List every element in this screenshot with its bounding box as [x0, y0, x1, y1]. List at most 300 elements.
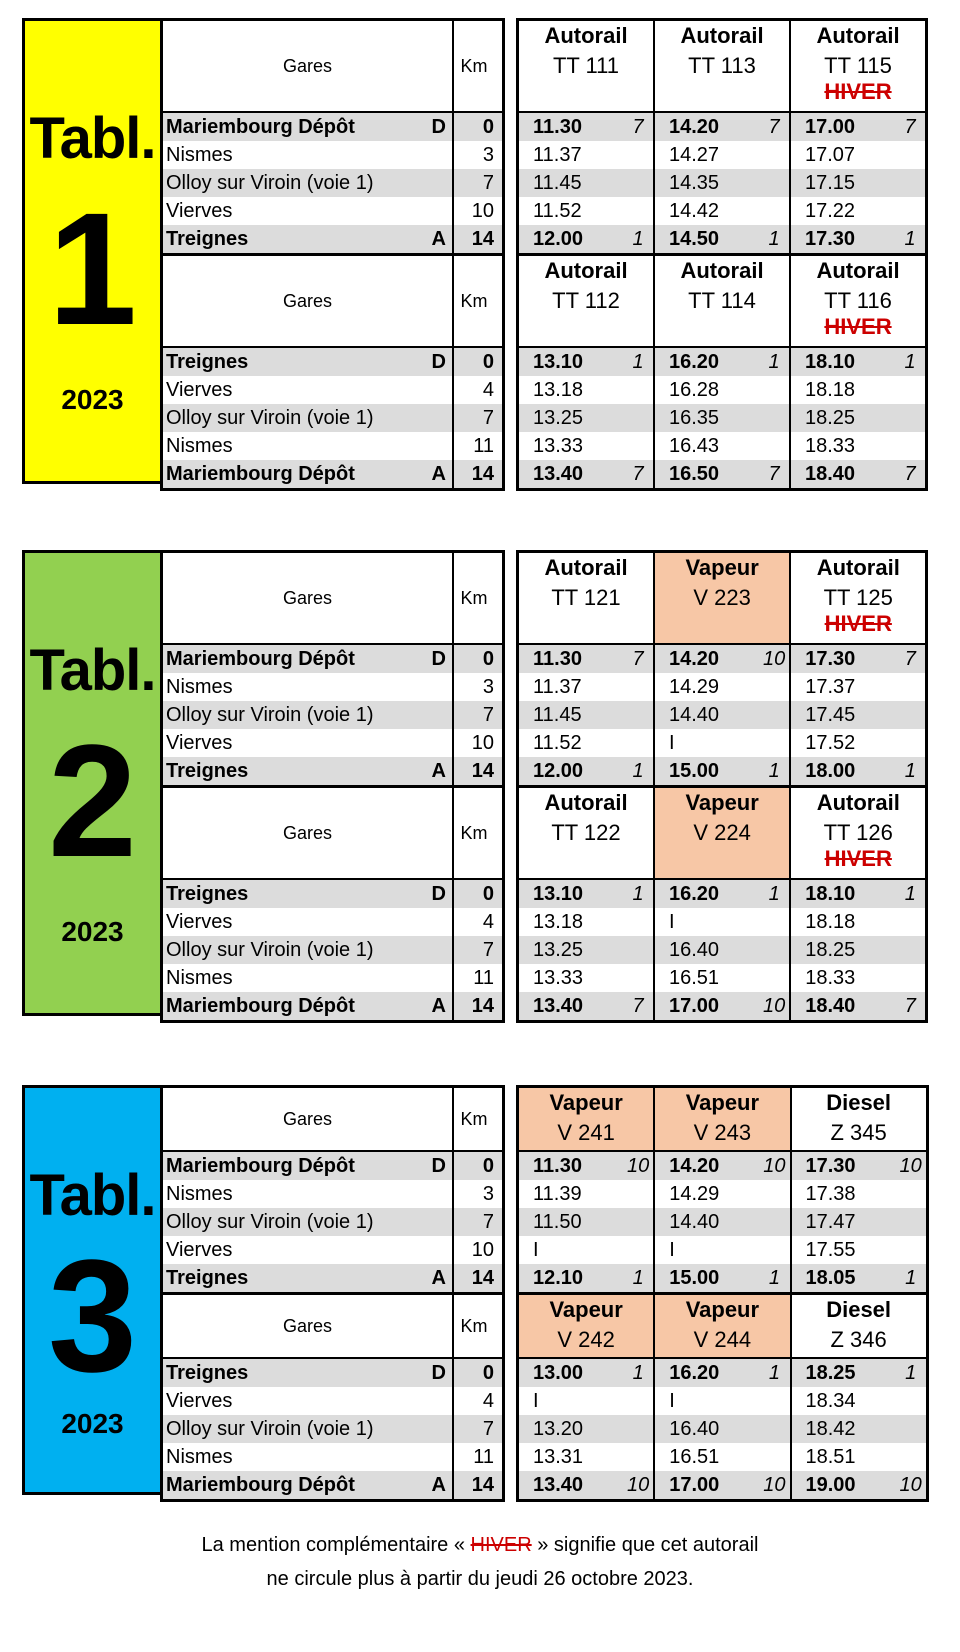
train-header-tt121 — [518, 552, 655, 645]
departure-time: 11.45 — [518, 169, 628, 197]
trains-table-3 — [516, 1085, 929, 1502]
departure-time: 16.40 — [654, 1415, 763, 1443]
train-code: TT 115 — [824, 53, 892, 78]
time-row — [518, 673, 927, 701]
stations-header — [162, 20, 504, 113]
platform-note — [899, 936, 927, 964]
train-header-tt122 — [518, 787, 655, 880]
station-flag: A — [428, 460, 453, 490]
station-flag — [428, 908, 453, 936]
departure-time: 17.30 — [790, 225, 899, 255]
station-name: Olloy sur Viroin (voie 1) — [162, 936, 429, 964]
winter-mark: HIVER — [824, 79, 892, 104]
station-row — [162, 1151, 504, 1180]
time-row — [518, 432, 927, 460]
departure-time: 18.40 — [790, 460, 899, 490]
km-header: Km — [453, 787, 504, 880]
time-row — [518, 1443, 928, 1471]
train-kind: Autorail — [816, 555, 900, 580]
time-row — [518, 225, 927, 255]
station-km: 7 — [453, 1415, 504, 1443]
station-name: Mariembourg Dépôt — [162, 112, 429, 141]
station-row — [162, 1443, 504, 1471]
train-code: TT 122 — [551, 820, 621, 845]
station-flag: A — [428, 992, 453, 1022]
platform-note: 10 — [763, 992, 790, 1022]
badge-number: 1 — [48, 179, 137, 358]
station-name: Nismes — [166, 1445, 233, 1468]
platform-note — [627, 1208, 654, 1236]
departure-time: 18.34 — [791, 1387, 900, 1415]
train-header-v243 — [654, 1087, 790, 1152]
platform-note: 7 — [899, 112, 927, 141]
table-badge-2 — [22, 550, 160, 1016]
station-name: Vierves — [166, 910, 233, 933]
platform-note — [627, 432, 654, 460]
station-flag — [428, 1208, 453, 1236]
winter-mark: HIVER — [824, 846, 892, 871]
station-flag — [428, 1180, 453, 1208]
train-code: TT 126 — [823, 820, 893, 845]
badge-year: 2023 — [61, 916, 124, 947]
station-km: 0 — [453, 112, 504, 141]
station-name: Treignes — [162, 1264, 429, 1294]
station-flag: A — [428, 225, 453, 255]
badge-year: 2023 — [61, 384, 124, 415]
stations-header — [162, 255, 504, 348]
station-flag — [428, 197, 453, 225]
train-kind: Autorail — [680, 258, 764, 283]
departure-time: I — [654, 1387, 763, 1415]
departure-time: 16.51 — [654, 1443, 763, 1471]
station-name: Treignes — [162, 879, 429, 908]
station-row — [162, 1358, 504, 1387]
departure-time: 11.30 — [518, 644, 628, 673]
departure-time: 14.50 — [654, 225, 763, 255]
train-header-v242 — [518, 1294, 655, 1359]
platform-note — [763, 1180, 790, 1208]
time-row — [518, 644, 927, 673]
km-header: Km — [453, 1294, 504, 1359]
station-name: Olloy sur Viroin (voie 1) — [162, 1208, 429, 1236]
time-row — [518, 1415, 928, 1443]
platform-note — [627, 729, 654, 757]
station-km: 10 — [453, 1236, 504, 1264]
station-flag — [428, 169, 453, 197]
train-header-tt115 — [790, 20, 927, 113]
platform-note: 7 — [899, 644, 927, 673]
trains-table-1 — [516, 18, 928, 491]
station-km: 0 — [453, 644, 504, 673]
station-row — [162, 1387, 504, 1415]
platform-note: 7 — [763, 112, 790, 141]
platform-note: 1 — [899, 757, 927, 787]
train-code: TT 114 — [688, 288, 756, 313]
train-code: V 241 — [557, 1120, 615, 1145]
train-header-tt113 — [654, 20, 790, 113]
gares-header: Gares — [162, 787, 454, 880]
station-name: Mariembourg Dépôt — [162, 992, 429, 1022]
train-header-tt114 — [654, 255, 790, 348]
platform-note — [763, 1236, 790, 1264]
badge-label: Tabl. — [29, 106, 156, 171]
departure-time: 11.39 — [533, 1182, 582, 1205]
station-name: Nismes — [166, 434, 233, 457]
departure-time: 18.10 — [790, 347, 899, 376]
departure-time: 19.00 — [791, 1471, 900, 1501]
station-km: 7 — [453, 1208, 504, 1236]
departure-time: 12.10 — [518, 1264, 628, 1294]
station-flag — [428, 1443, 453, 1471]
platform-note — [900, 1208, 928, 1236]
station-row — [162, 141, 504, 169]
time-row — [518, 1151, 928, 1180]
departure-time: 14.29 — [654, 1180, 763, 1208]
station-flag — [428, 432, 453, 460]
station-flag — [428, 964, 453, 992]
train-header-row — [518, 20, 927, 113]
departure-time: 18.05 — [791, 1264, 900, 1294]
departure-time: 18.33 — [790, 432, 899, 460]
station-km: 3 — [453, 673, 504, 701]
station-row — [162, 1471, 504, 1501]
station-name: Treignes — [162, 757, 429, 787]
train-code: V 243 — [693, 1120, 752, 1145]
station-row — [162, 1264, 504, 1294]
stations-header — [162, 1087, 504, 1152]
station-flag: D — [428, 347, 453, 376]
station-name: Vierves — [166, 199, 233, 222]
platform-note: 1 — [763, 347, 790, 376]
platform-note: 1 — [627, 225, 654, 255]
departure-time: 14.29 — [654, 673, 763, 701]
station-row — [162, 197, 504, 225]
platform-note: 1 — [627, 757, 654, 787]
station-km: 14 — [453, 992, 504, 1022]
platform-note: 1 — [900, 1358, 928, 1387]
station-flag — [428, 1236, 453, 1264]
departure-time: 13.40 — [518, 1471, 628, 1501]
time-row — [518, 1387, 928, 1415]
platform-note: 10 — [900, 1151, 928, 1180]
time-row — [518, 1358, 928, 1387]
train-header-v223 — [654, 552, 790, 645]
station-km: 0 — [453, 879, 504, 908]
train-kind: Vapeur — [685, 790, 759, 815]
platform-note: 1 — [763, 225, 790, 255]
train-code: TT 116 — [824, 288, 892, 313]
stations-table-2 — [160, 550, 505, 1023]
platform-note: 1 — [627, 879, 654, 908]
platform-note: 7 — [627, 112, 654, 141]
departure-time: 11.45 — [518, 701, 628, 729]
station-km: 7 — [453, 404, 504, 432]
departure-time: 14.40 — [654, 1208, 763, 1236]
departure-time: I — [533, 1238, 539, 1261]
platform-note: 10 — [627, 1471, 654, 1501]
station-name: Treignes — [162, 225, 429, 255]
station-flag — [428, 936, 453, 964]
departure-time: 18.40 — [790, 992, 899, 1022]
station-row — [162, 936, 504, 964]
train-code: V 224 — [693, 820, 751, 845]
train-header-tt125 — [790, 552, 927, 645]
departure-time: 16.20 — [654, 1358, 763, 1387]
station-row — [162, 347, 504, 376]
platform-note — [763, 1415, 790, 1443]
platform-note — [763, 141, 790, 169]
station-name: Nismes — [166, 966, 233, 989]
table-badge-1 — [22, 18, 160, 484]
station-km: 3 — [453, 1180, 504, 1208]
train-code: TT 121 — [551, 585, 621, 610]
platform-note — [627, 1415, 654, 1443]
footnote-line-1: La mention complémentaire « HIVER » signifie que cet autorail — [201, 1534, 759, 1556]
station-km: 3 — [453, 141, 504, 169]
station-name: Mariembourg Dépôt — [162, 1151, 429, 1180]
time-row — [518, 376, 927, 404]
time-row — [518, 460, 927, 490]
station-name: Nismes — [166, 143, 233, 166]
platform-note — [627, 1387, 654, 1415]
stations-header — [162, 552, 504, 645]
time-row — [518, 1471, 928, 1501]
departure-time: 13.10 — [518, 879, 628, 908]
station-flag: A — [428, 1264, 453, 1294]
train-kind: Autorail — [544, 23, 628, 48]
station-row — [162, 1236, 504, 1264]
train-header-tt116 — [790, 255, 927, 348]
train-header-v241 — [518, 1087, 655, 1152]
platform-note — [763, 701, 790, 729]
train-header-row — [518, 1294, 928, 1359]
time-row — [518, 1208, 928, 1236]
station-km: 14 — [453, 1264, 504, 1294]
station-row — [162, 1208, 504, 1236]
platform-note — [627, 908, 654, 936]
platform-note — [899, 169, 927, 197]
station-km: 4 — [453, 908, 504, 936]
departure-time: 16.35 — [654, 404, 763, 432]
station-name: Olloy sur Viroin (voie 1) — [162, 169, 429, 197]
station-row — [162, 729, 504, 757]
stations-table-3 — [160, 1085, 505, 1502]
departure-time: 17.52 — [790, 729, 899, 757]
departure-time: 13.33 — [533, 434, 584, 457]
departure-time: I — [533, 1389, 539, 1412]
station-row — [162, 879, 504, 908]
platform-note — [900, 1443, 928, 1471]
station-name: Nismes — [166, 1182, 233, 1205]
train-header-v224 — [654, 787, 790, 880]
station-row — [162, 701, 504, 729]
platform-note: 1 — [763, 1264, 790, 1294]
station-km: 14 — [453, 225, 504, 255]
departure-time: 13.18 — [533, 910, 584, 933]
departure-time: 17.37 — [790, 673, 899, 701]
trains-table-2 — [516, 550, 928, 1023]
departure-time: I — [654, 729, 763, 757]
winter-mark: HIVER — [824, 314, 892, 339]
platform-note — [627, 404, 654, 432]
station-name: Treignes — [162, 347, 429, 376]
departure-time: 13.20 — [518, 1415, 628, 1443]
station-row — [162, 757, 504, 787]
station-flag: D — [428, 644, 453, 673]
station-name: Vierves — [166, 378, 233, 401]
departure-time: 14.27 — [654, 141, 763, 169]
station-km: 11 — [453, 964, 504, 992]
time-row — [518, 112, 927, 141]
winter-mark: HIVER — [824, 611, 892, 636]
time-row — [518, 141, 927, 169]
time-row — [518, 701, 927, 729]
train-code: V 242 — [557, 1327, 615, 1352]
stations-table-1 — [160, 18, 505, 491]
station-name: Nismes — [166, 675, 233, 698]
train-header-row — [518, 552, 927, 645]
platform-note — [763, 376, 790, 404]
platform-note — [627, 673, 654, 701]
platform-note: 1 — [899, 225, 927, 255]
platform-note — [763, 729, 790, 757]
station-km: 14 — [453, 757, 504, 787]
platform-note — [763, 1208, 790, 1236]
train-kind: Vapeur — [685, 1090, 760, 1115]
train-kind: Autorail — [544, 790, 628, 815]
train-kind: Autorail — [544, 555, 628, 580]
train-kind: Vapeur — [685, 1297, 760, 1322]
platform-note: 1 — [627, 1358, 654, 1387]
train-kind: Autorail — [680, 23, 764, 48]
time-row — [518, 879, 927, 908]
station-row — [162, 169, 504, 197]
train-kind: Autorail — [816, 258, 900, 283]
platform-note: 1 — [763, 879, 790, 908]
train-kind: Autorail — [816, 790, 900, 815]
platform-note — [899, 729, 927, 757]
platform-note — [627, 169, 654, 197]
train-kind: Vapeur — [549, 1090, 623, 1115]
train-header-row — [518, 255, 927, 348]
train-code: V 244 — [693, 1327, 752, 1352]
platform-note — [627, 1443, 654, 1471]
station-flag: D — [428, 1358, 453, 1387]
time-row — [518, 347, 927, 376]
platform-note: 7 — [899, 992, 927, 1022]
station-name: Vierves — [166, 1238, 233, 1261]
departure-time: 17.15 — [790, 169, 899, 197]
station-row — [162, 376, 504, 404]
platform-note — [763, 1443, 790, 1471]
platform-note: 7 — [627, 992, 654, 1022]
platform-note — [763, 936, 790, 964]
station-flag: D — [428, 879, 453, 908]
time-row — [518, 1264, 928, 1294]
station-km: 10 — [453, 729, 504, 757]
platform-note: 10 — [763, 644, 790, 673]
station-row — [162, 460, 504, 490]
platform-note — [899, 964, 927, 992]
station-name: Olloy sur Viroin (voie 1) — [162, 404, 429, 432]
station-km: 14 — [453, 460, 504, 490]
departure-time: 14.40 — [654, 701, 763, 729]
gares-header: Gares — [162, 1294, 454, 1359]
departure-time: 18.33 — [790, 964, 899, 992]
platform-note — [900, 1180, 928, 1208]
departure-time: 17.07 — [790, 141, 899, 169]
train-code: TT 125 — [823, 585, 893, 610]
platform-note — [899, 432, 927, 460]
badge-number: 2 — [48, 711, 137, 890]
platform-note — [899, 376, 927, 404]
time-row — [518, 169, 927, 197]
departure-time: 18.25 — [790, 404, 899, 432]
station-row — [162, 644, 504, 673]
train-kind: Diesel — [826, 1090, 892, 1115]
platform-note: 1 — [763, 757, 790, 787]
footnote-line-2: ne circule plus à partir du jeudi 26 octobre 2023. — [266, 1568, 694, 1590]
departure-time: 13.33 — [533, 966, 584, 989]
badge-number: 3 — [48, 1226, 137, 1405]
station-km: 14 — [453, 1471, 504, 1501]
gares-header: Gares — [162, 552, 454, 645]
station-km: 7 — [453, 169, 504, 197]
station-row — [162, 1180, 504, 1208]
platform-note — [763, 673, 790, 701]
platform-note — [627, 936, 654, 964]
platform-note — [899, 673, 927, 701]
platform-note: 1 — [899, 879, 927, 908]
platform-note: 10 — [900, 1471, 928, 1501]
departure-time: 18.18 — [790, 908, 899, 936]
departure-time: 14.20 — [654, 1151, 763, 1180]
station-km: 11 — [453, 432, 504, 460]
train-kind: Diesel — [826, 1297, 892, 1322]
time-row — [518, 936, 927, 964]
station-flag: A — [428, 757, 453, 787]
departure-time: 16.43 — [654, 432, 763, 460]
platform-note — [900, 1387, 928, 1415]
station-name: Treignes — [162, 1358, 429, 1387]
departure-time: 17.00 — [654, 992, 763, 1022]
time-row — [518, 1236, 928, 1264]
footnote — [0, 1528, 960, 1596]
station-row — [162, 964, 504, 992]
departure-time: 17.55 — [791, 1236, 900, 1264]
platform-note — [763, 964, 790, 992]
departure-time: 18.10 — [790, 879, 899, 908]
departure-time: 16.50 — [654, 460, 763, 490]
departure-time: 18.25 — [790, 936, 899, 964]
time-row — [518, 1180, 928, 1208]
departure-time: 16.20 — [654, 347, 763, 376]
platform-note — [763, 1387, 790, 1415]
station-flag — [428, 729, 453, 757]
platform-note — [900, 1236, 928, 1264]
train-code: TT 113 — [688, 53, 756, 78]
train-code: TT 112 — [552, 288, 620, 313]
departure-time: 14.35 — [654, 169, 763, 197]
departure-time: 11.52 — [533, 199, 582, 222]
badge-year: 2023 — [61, 1408, 124, 1439]
gares-header: Gares — [162, 255, 454, 348]
station-flag: A — [428, 1471, 453, 1501]
station-flag — [428, 1387, 453, 1415]
winter-mark: HIVER — [470, 1534, 532, 1556]
time-row — [518, 729, 927, 757]
platform-note: 10 — [627, 1151, 654, 1180]
